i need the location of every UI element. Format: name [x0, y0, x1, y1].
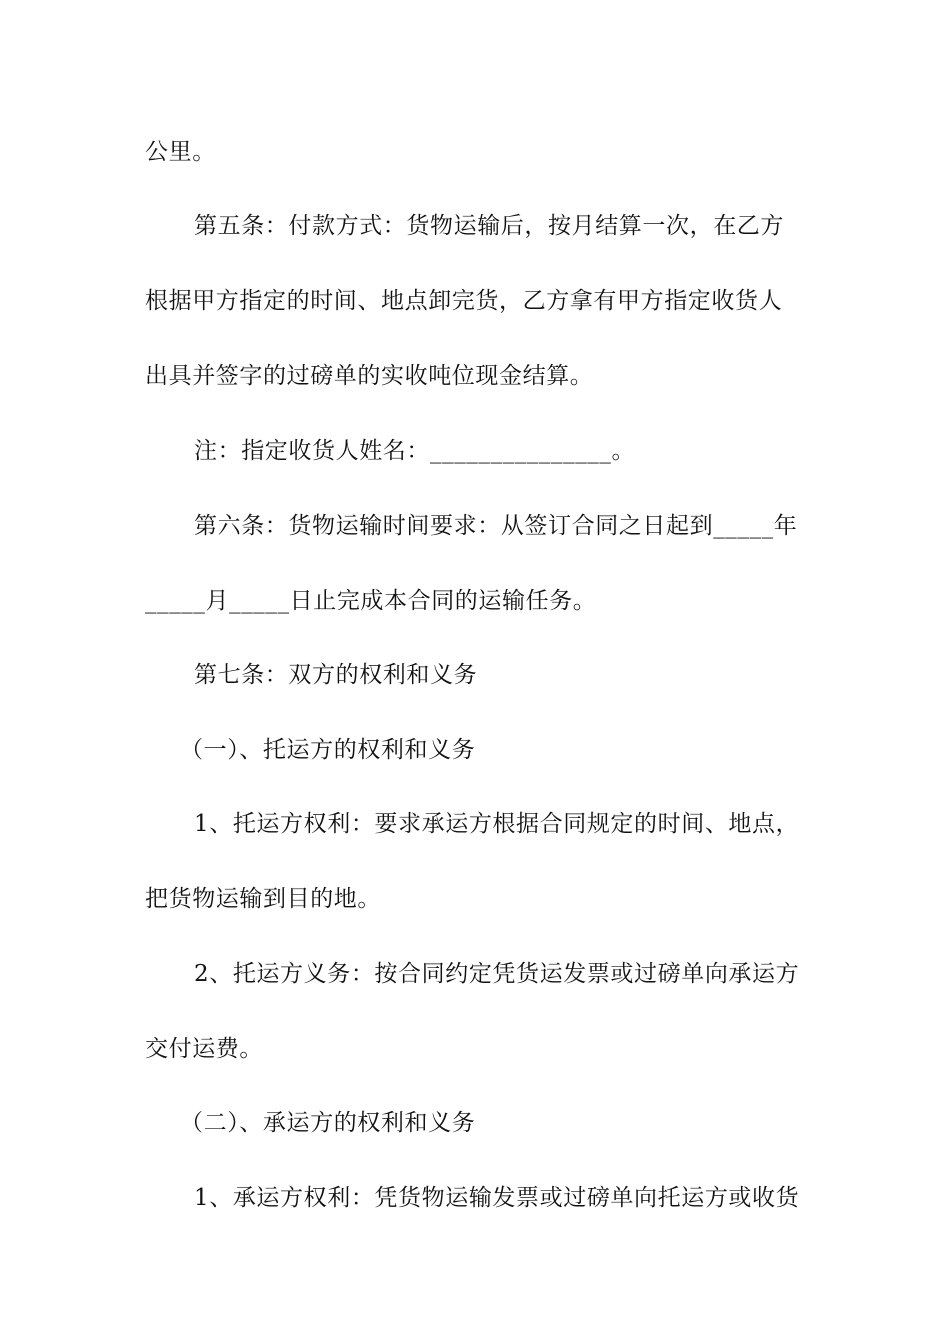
carrier-rights-line: 1、承运方权利：凭货物运输发票或过磅单向托运方或收货 — [194, 1185, 800, 1211]
shipper-rights-line: 1、托运方权利：要求承运方根据合同规定的时间、地点， — [194, 811, 800, 837]
article-6-heading-line: 第六条：货物运输时间要求：从签订合同之日起到_____年 — [194, 513, 798, 539]
text-line-13: 交付运费。 — [145, 1036, 263, 1062]
consignee-name-note: 注：指定收货人姓名：_______________。 — [194, 438, 636, 464]
section-1-heading: （一）、托运方的权利和义务 — [180, 737, 476, 763]
shipper-obligations-line: 2、托运方义务：按合同约定凭货运发票或过磅单向承运方 — [194, 961, 800, 987]
text-line-3: 根据甲方指定的时间、地点卸完货，乙方拿有甲方指定收货人 — [145, 288, 783, 314]
section-2-heading: （二）、承运方的权利和义务 — [180, 1110, 476, 1136]
text-line-4: 出具并签字的过磅单的实收吨位现金结算。 — [145, 363, 594, 389]
text-line-1: 公里。 — [145, 139, 216, 165]
text-line-7: _____月_____日止完成本合同的运输任务。 — [145, 588, 597, 614]
article-7-heading: 第七条：双方的权利和义务 — [194, 662, 478, 688]
article-5-heading-line: 第五条：付款方式：货物运输后，按月结算一次，在乙方 — [194, 213, 784, 239]
text-line-11: 把货物运输到目的地。 — [145, 886, 381, 912]
